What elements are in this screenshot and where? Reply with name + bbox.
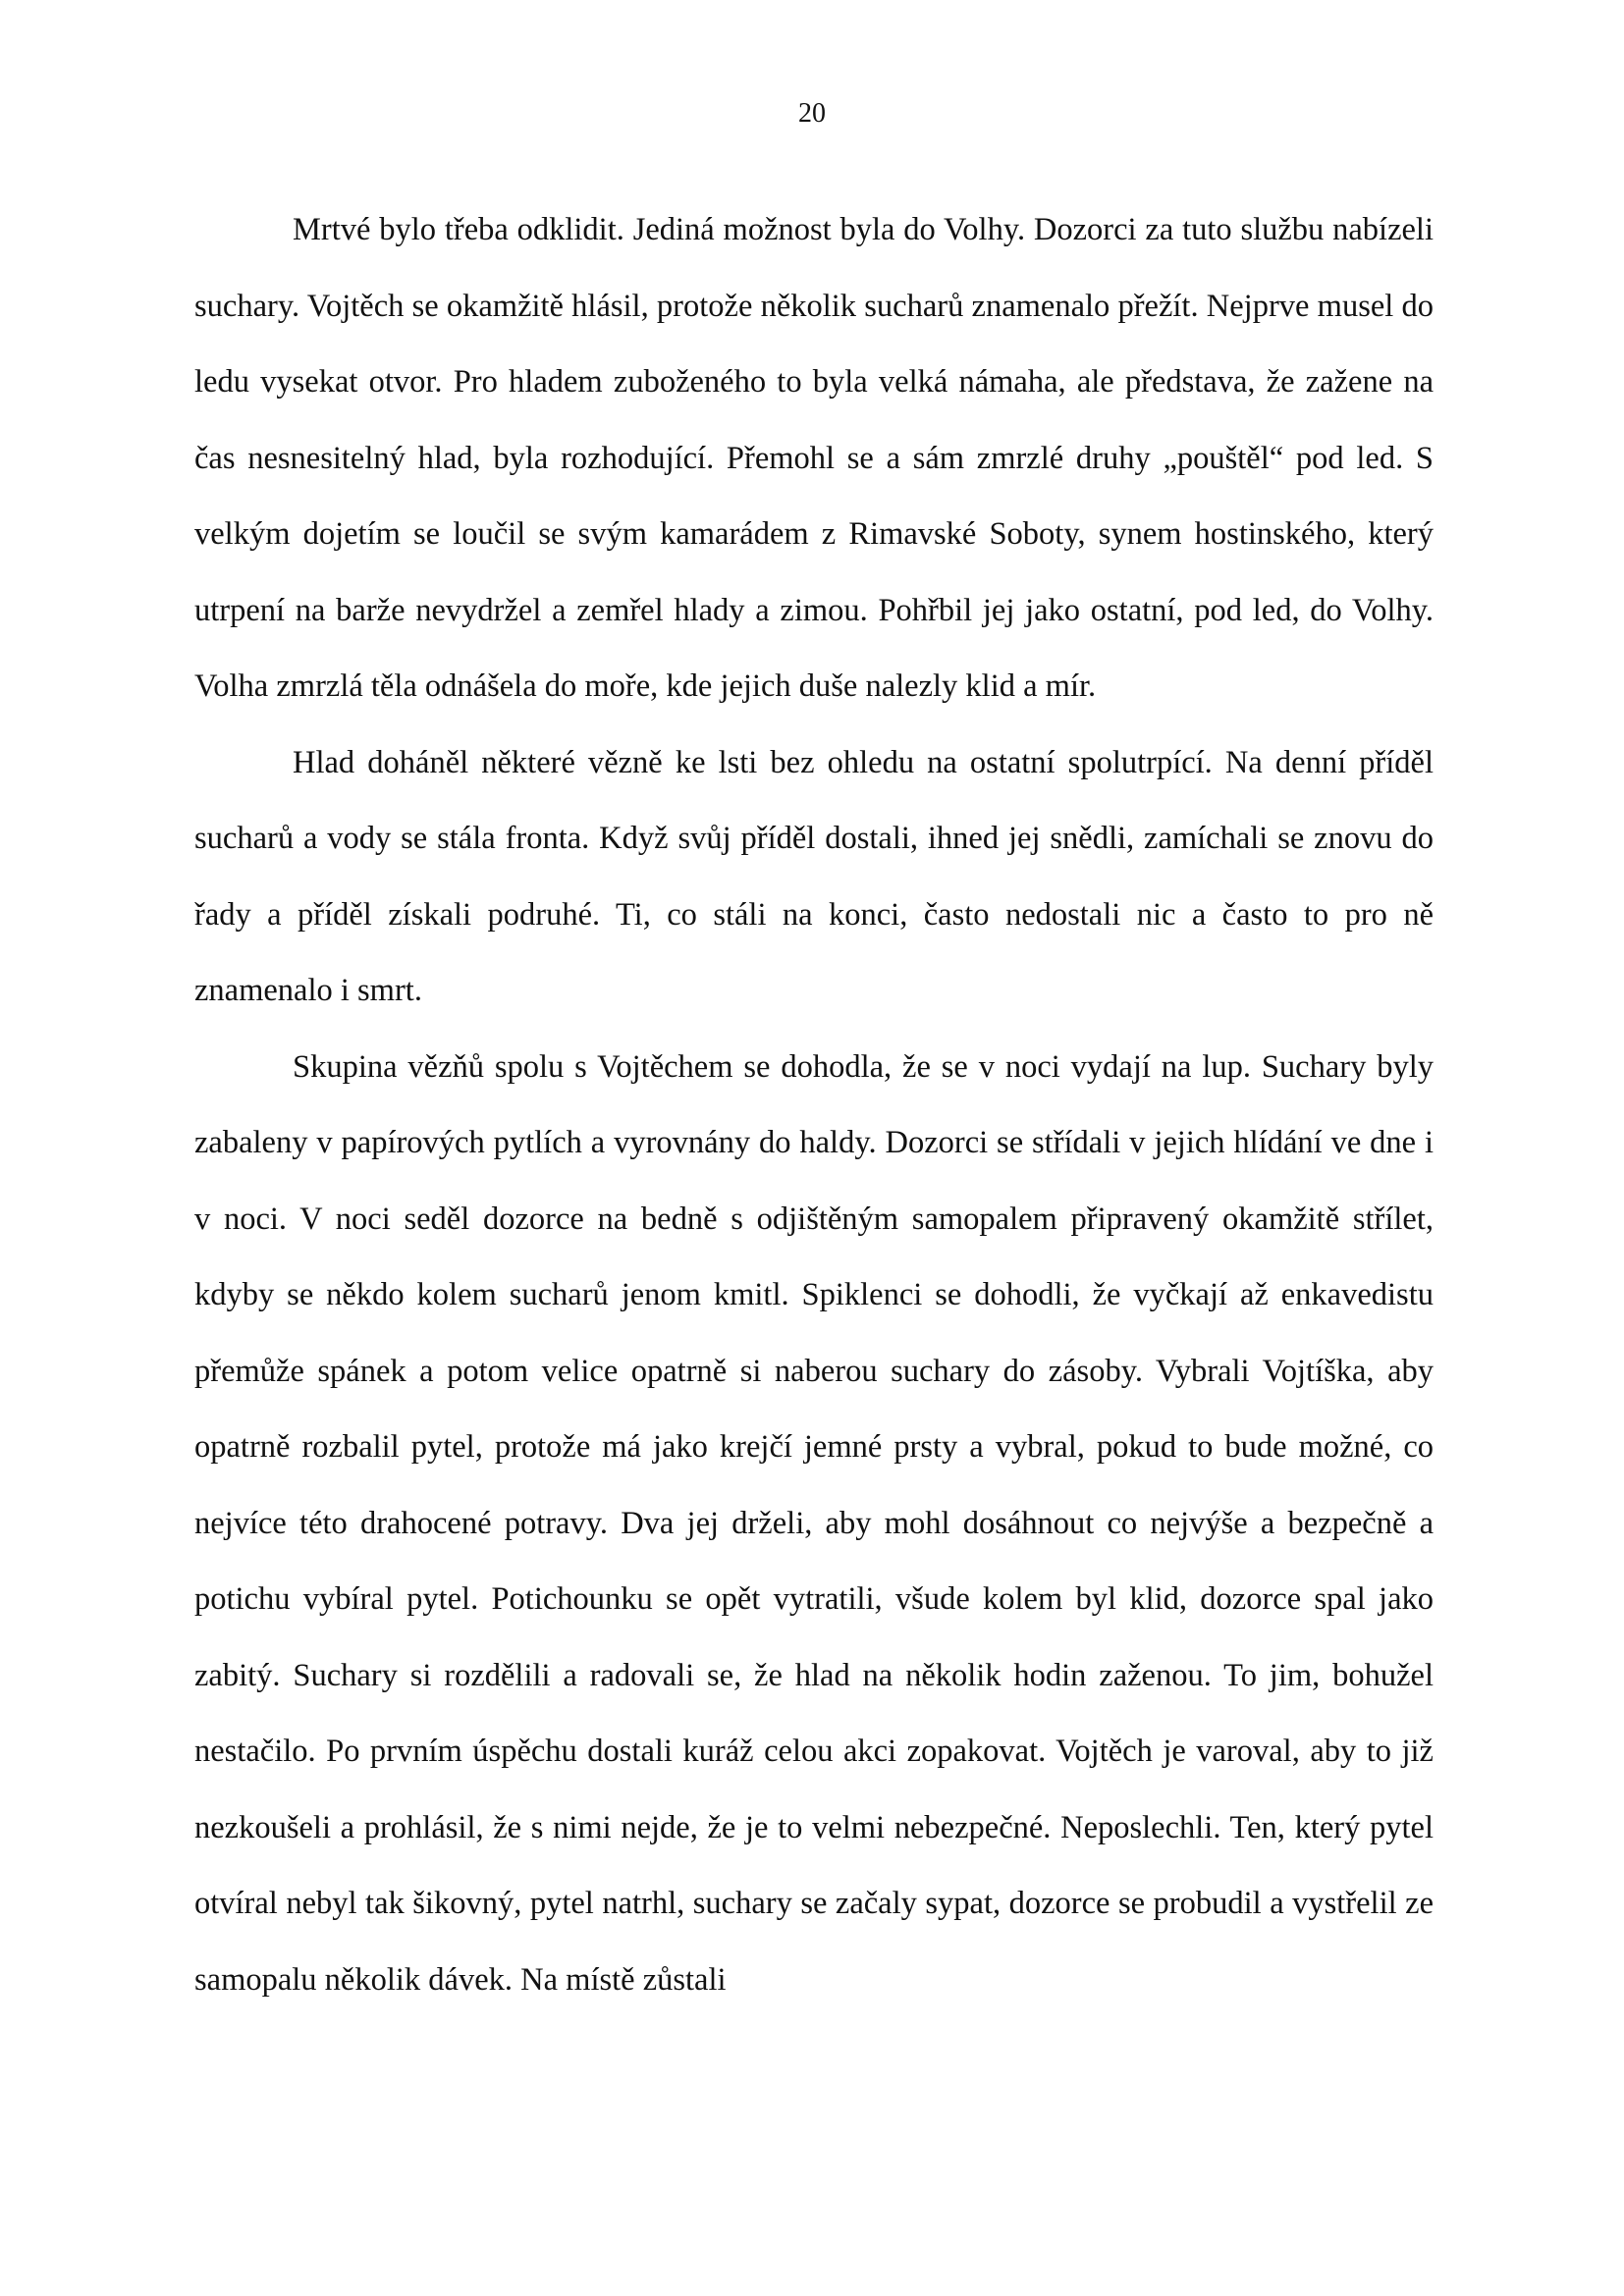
page-number: 20 [798, 98, 826, 129]
paragraph: Hlad doháněl některé vězně ke lsti bez ohledu na ostatní spolutrpící. Na denní příděl sucharů a vody se stála fronta. Když svůj příděl dostali, ihned jej snědli, zamíchali se znovu do řady a příděl získali podruhé. Ti, co stáli na konci, často nedostali nic a často to pro ně znamenalo i smrt. [194, 744, 1434, 1008]
paragraph: Skupina vězňů spolu s Vojtěchem se dohodla, že se v noci vydají na lup. Suchary byly zabaleny v papírových pytlích a vyrovnány do haldy. Dozorci se střídali v jejich hlídání ve dne i v noci. V noci seděl dozorce na bedně s odjištěným samopalem připravený okamžitě střílet, kdyby se někdo kolem sucharů jenom kmitl. Spiklenci se dohodli, že vyčkají až enkavedistu přemůže spánek a potom velice opatrně si naberou suchary do zásoby. Vybrali Vojtíška, aby opatrně rozbalil pytel, protože má jako krejčí jemné prsty a vybral, pokud to bude možné, co nejvíce této drahocené potravy. Dva jej drželi, aby mohl dosáhnout co nejvýše a bezpečně a potichu vybíral pytel. Potichounku se opět vytratili, všude kolem byl klid, dozorce spal jako zabitý. Suchary si rozdělili a radovali se, že hlad na několik hodin zaženou. To jim, bohužel nestačilo. Po prvním úspěchu dostali kuráž celou akci zopakovat. Vojtěch je varoval, aby to již nezkoušeli a prohlásil, že s nimi nejde, že je to velmi nebezpečné. Neposlechli. Ten, který pytel otvíral nebyl tak šikovný, pytel natrhl, suchary se začaly sypat, dozorce se probudil a vystřelil ze samopalu několik dávek. Na místě zůstali [194, 1048, 1434, 1998]
body-text [194, 192, 1434, 2018]
paragraph: Mrtvé bylo třeba odklidit. Jediná možnost byla do Volhy. Dozorci za tuto službu nabízeli suchary. Vojtěch se okamžitě hlásil, protože několik sucharů znamenalo přežít. Nejprve musel do ledu vysekat otvor. Pro hladem zuboženého to byla velká námaha, ale představa, že zažene na čas nesnesitelný hlad, byla rozhodující. Přemohl se a sám zmrzlé druhy „pouštěl“ pod led. S velkým dojetím se loučil se svým kamarádem z Rimavské Soboty, synem hostinského, který utrpení na barže nevydržel a zemřel hlady a zimou. Pohřbil jej jako ostatní, pod led, do Volhy. Volha zmrzlá těla odnášela do moře, kde jejich duše nalezly klid a mír. [194, 212, 1434, 704]
